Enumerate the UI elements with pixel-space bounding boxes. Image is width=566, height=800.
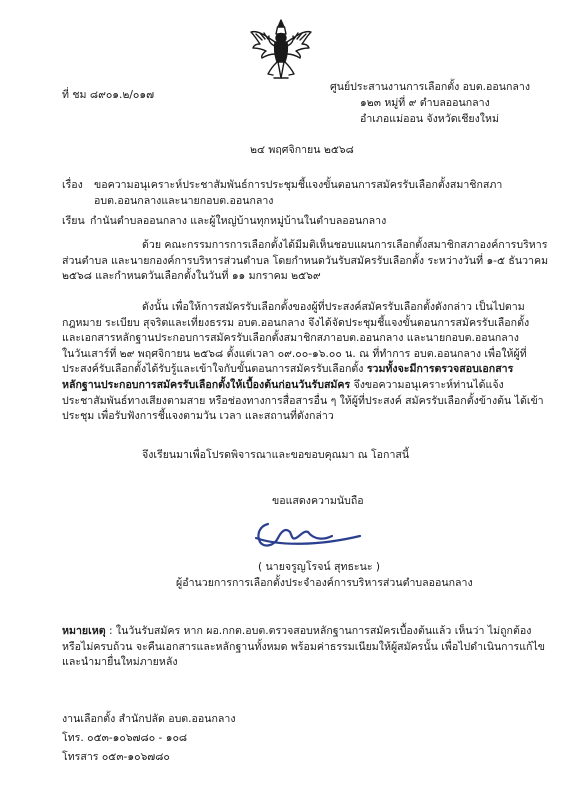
contact-telephone: โทร. ๐๕๓-๑๐๖๗๘๐ - ๑๐๘	[62, 732, 188, 744]
paragraph-line: และนำมายื่นใหม่ภายหลัง	[62, 656, 178, 669]
paragraph-line: และเอกสารหลักฐานประกอบการสมัครรับเลือกตั้งสมาชิกสภาอบต.ออนกลาง และนายกอบต.ออนกลาง	[62, 332, 519, 345]
paragraph-line: ประชุม เพื่อรับฟังการชี้แจงตามวัน เวลา และสถานที่ดังกล่าว	[62, 410, 334, 423]
subject-line2: อบต.ออนกลางและนายกอบต.ออนกลาง	[94, 195, 274, 207]
sender-organization: ศูนย์ประสานงานการเลือกตั้ง อบต.ออนกลาง	[330, 81, 530, 93]
sender-address-line1: ๑๒๓ หมู่ที่ ๙ ตำบลออนกลาง	[360, 97, 490, 109]
paragraph-line	[62, 362, 544, 378]
contact-office: งานเลือกตั้ง สำนักปลัด อบต.ออนกลาง	[62, 713, 236, 725]
paragraph-line: ประชาสัมพันธ์ทางเสียงตามสาย หรือช่องทางการสื่อสารอื่น ๆ ให้ผู้ที่ประสงค์ สมัครรับเลือกตั้งข้างต้น ได้เข้า	[62, 394, 544, 407]
sender-address-line2: อำเภอแม่ออน จังหวัดเชียงใหม่	[360, 113, 499, 125]
subject-label: เรื่อง	[62, 179, 83, 191]
remark-text: : ในวันรับสมัคร หาก ผอ.กกต.อบต.ตรวจสอบหลักฐานการสมัครเบื้องต้นแล้ว เห็นว่า ไม่ถูกต้อง	[105, 625, 532, 637]
remark-block	[62, 624, 545, 671]
paragraph-line: ดังนั้น เพื่อให้การสมัครรับเลือกตั้งของผู้ที่ประสงค์สมัครรับเลือกตั้งดังกล่าว เป็นไปตาม	[142, 301, 525, 313]
paragraph-line: กฎหมาย ระเบียบ สุจริตและเที่ยงธรรม อบต.ออนกลาง จึงได้จัดประชุมชี้แจงขั้นตอนการสมัครรับเลือกตั้ง	[62, 316, 530, 329]
remark-label: หมายเหตุ	[62, 625, 106, 637]
subject-line1: ขอความอนุเคราะห์ประชาสัมพันธ์การประชุมชี้แจงขั้นตอนการสมัครรับเลือกตั้งสมาชิกสภา	[94, 179, 503, 191]
letter-date: ๒๔ พฤศจิกายน ๒๕๖๘	[250, 144, 354, 156]
paragraph-emphasis: หลักฐานประกอบการสมัครรับเลือกตั้งให้เบื้องต้นก่อนวันรับสมัคร	[62, 378, 351, 391]
salutation-label: เรียน	[62, 215, 85, 227]
body-paragraph-1	[62, 238, 548, 285]
salutation-text: กำนันตำบลออนกลาง และผู้ใหญ่บ้านทุกหมู่บ้านในตำบลออนกลาง	[90, 215, 387, 227]
body-paragraph-2	[62, 300, 544, 425]
paragraph-line	[62, 378, 544, 394]
paragraph-line: หรือไม่ครบถ้วน จะคืนเอกสารและหลักฐานทั้งหมด พร้อมค่าธรรมเนียมให้ผู้สมัครนั้น เพื่อไปดำเนินการแก้ไข	[62, 640, 546, 653]
paragraph-line: ส่วนตำบล และนายกองค์การบริหารส่วนตำบล โดยกำหนดวันรับสมัครรับเลือกตั้ง ระหว่างวันที่ ๑-๕ ธันวาคม	[62, 254, 549, 267]
paragraph-text: ประสงค์รับเลือกตั้งได้รับรู้และเข้าใจกับขั้นตอนการสมัครรับเลือกตั้ง	[62, 363, 367, 376]
closing-text: ขอแสดงความนับถือ	[272, 495, 364, 507]
paragraph-emphasis: รวมทั้งจะมีการตรวจสอบเอกสาร	[366, 363, 514, 376]
signer-name: ( นายจรูญโรจน์ สุทธะนะ )	[258, 561, 381, 573]
contact-fax: โทรสาร ๐๕๓-๑๐๖๗๘๐	[62, 751, 170, 763]
signer-title: ผู้อำนวยการการเลือกตั้งประจำองค์การบริหารส่วนตำบลออนกลาง	[176, 577, 473, 589]
signature-icon	[248, 516, 364, 550]
paragraph-line: ๒๕๖๘ และกำหนดวันเลือกตั้งในวันที่ ๑๑ มกราคม ๒๕๖๙	[62, 270, 321, 283]
body-paragraph-3: จึงเรียนมาเพื่อโปรดพิจารณาและขอขอบคุณมา ณ โอกาสนี้	[142, 449, 410, 461]
paragraph-line: ด้วย คณะกรรมการการเลือกตั้งได้มีมติเห็นชอบแผนการเลือกตั้งสมาชิกสภาองค์การบริหาร	[142, 239, 548, 251]
reference-number: ที่ ชม ๘๙๐๑.๒/๐๑๗	[62, 89, 155, 101]
paragraph-line	[62, 624, 545, 640]
paragraph-text: จึงขอความอนุเคราะห์ท่านได้แจ้ง	[350, 378, 504, 391]
paragraph-line: ในวันเสาร์ที่ ๒๙ พฤศจิกายน ๒๕๖๘ ตั้งแต่เวลา ๐๙.๐๐-๑๖.๐๐ น. ณ ที่ทำการ อบต.ออนกลาง เพื่อให้ผู้ที่	[62, 347, 527, 360]
garuda-emblem-icon	[248, 18, 314, 82]
